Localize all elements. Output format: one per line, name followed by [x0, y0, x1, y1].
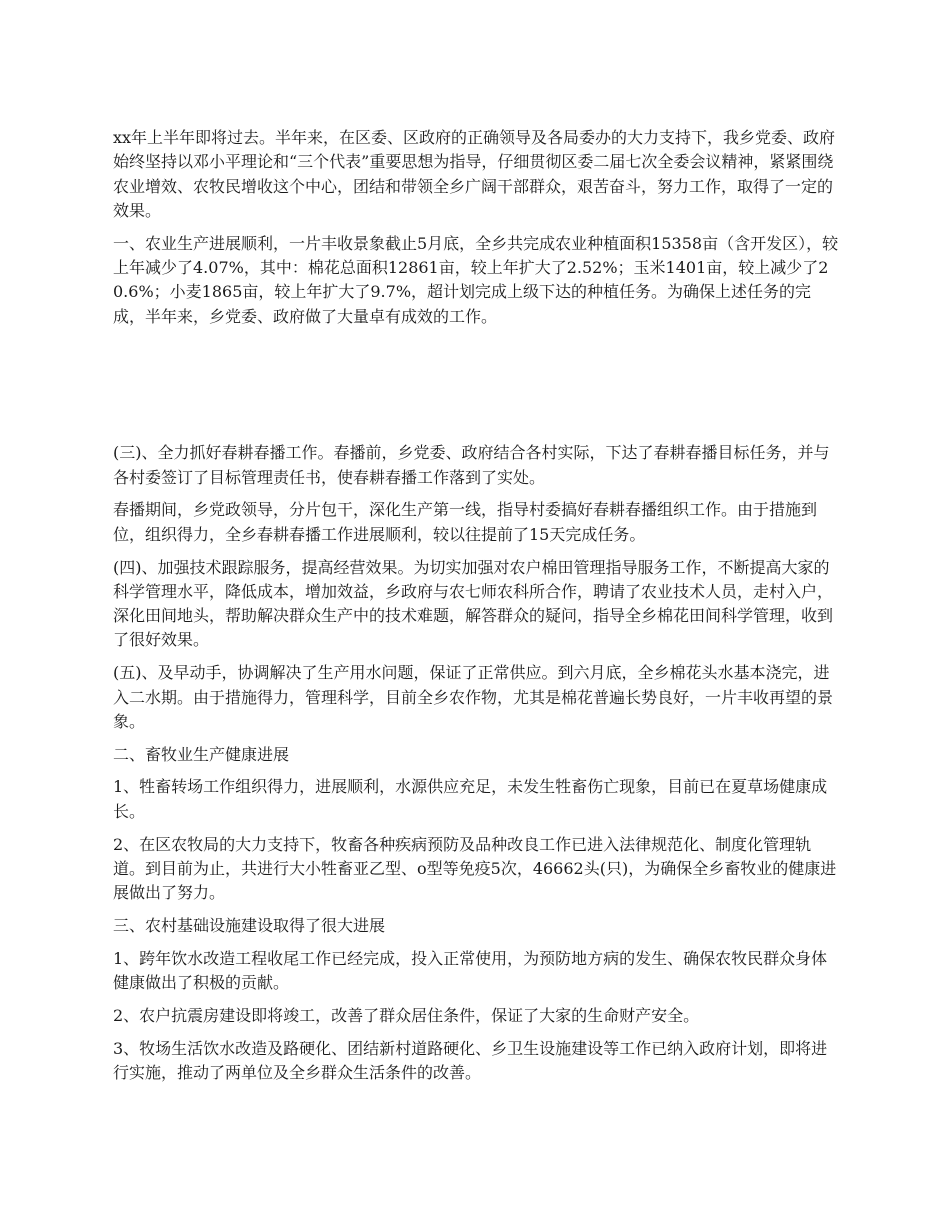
water-supply-paragraph: (五)、及早动手，协调解决了生产用水问题，保证了正常供应。到六月底，全乡棉花头水基本浇完，进入二水期。由于措施得力，管理科学，目前全乡农作物，尤其是棉花普遍长势良好，一片丰收再望的景象。	[113, 663, 834, 731]
blank-space	[113, 337, 840, 441]
infrastructure-paragraph-1: 1、跨年饮水改造工程收尾工作已经完成，投入正常使用，为预防地方病的发生、确保农牧民群众身体健康做出了积极的贡献。	[113, 948, 828, 993]
section-heading-livestock: 二、畜牧业生产健康进展	[113, 744, 290, 764]
infrastructure-paragraph-3: 3、牧场生活饮水改造及路硬化、团结新村道路硬化、乡卫生设施建设等工作已纳入政府计划，即将进行实施，推动了两单位及全乡群众生活条件的改善。	[113, 1038, 828, 1082]
spring-sowing-paragraph: (三)、全力抓好春耕春播工作。春播前，乡党委、政府结合各村实际，下达了春耕春播目标任务，并与各村委签订了目标管理责任书，使春耕春播工作落到了实处。	[113, 443, 830, 487]
sowing-period-paragraph: 春播期间，乡党政领导，分片包干，深化生产第一线，指导村委搞好春耕春播组织工作。由于措施到位，组织得力，全乡春耕春播工作进展顺利，较以往提前了15天完成任务。	[113, 500, 818, 544]
agriculture-paragraph: 一、农业生产进展顺利，一片丰收景象截止5月底，全乡共完成农业种植面积15358亩（含开发区），较上年减少了4.07%，其中：棉花总面积12861亩，较上年扩大了2.52%；玉米1401亩，较上减少了20.6%；小麦1865亩，较上年扩大了9.7%，超计划完成上级下达的种植任务。为确保上述任务的完成，半年来，乡党委、政府做了大量卓有成效的工作。	[113, 233, 839, 326]
document-page	[113, 126, 840, 1094]
technical-service-paragraph: (四)、加强技术跟踪服务，提高经营效果。为切实加强对农户棉田管理指导服务工作，不断提高大家的科学管理水平，降低成本，增加效益，乡政府与农七师农科所合作，聘请了农业技术人员，走村入户，深化田间地头，帮助解决群众生产中的技术难题，解答群众的疑问，指导全乡棉花田间科学管理，收到了很好效果。	[113, 557, 834, 650]
intro-paragraph: xx年上半年即将过去。半年来，在区委、区政府的正确领导及各局委办的大力支持下，我乡党委、政府始终坚持以邓小平理论和“三个代表”重要思想为指导，仔细贯彻区委二届七次全委会议精神，紧紧围绕农业增效、农牧民增收这个中心，团结和带领全乡广阔干部群众，艰苦奋斗，努力工作，取得了一定的效果。	[113, 128, 836, 220]
section-heading-infrastructure: 三、农村基础设施建设取得了很大进展	[113, 915, 386, 935]
livestock-paragraph-1: 1、牲畜转场工作组织得力，进展顺利，水源供应充足，未发生牲畜伤亡现象，目前已在夏草场健康成长。	[113, 777, 828, 821]
livestock-paragraph-2: 2、在区农牧局的大力支持下，牧畜各种疾病预防及品种改良工作已进入法律规范化、制度化管理轨道。到目前为止，共进行大小牲畜亚乙型、o型等免疫5次，46662头(只)，为确保全乡畜牧业的健康进展做出了努力。	[113, 834, 837, 903]
infrastructure-paragraph-2: 2、农户抗震房建设即将竣工，改善了群众居住条件，保证了大家的生命财产安全。	[113, 1005, 700, 1025]
